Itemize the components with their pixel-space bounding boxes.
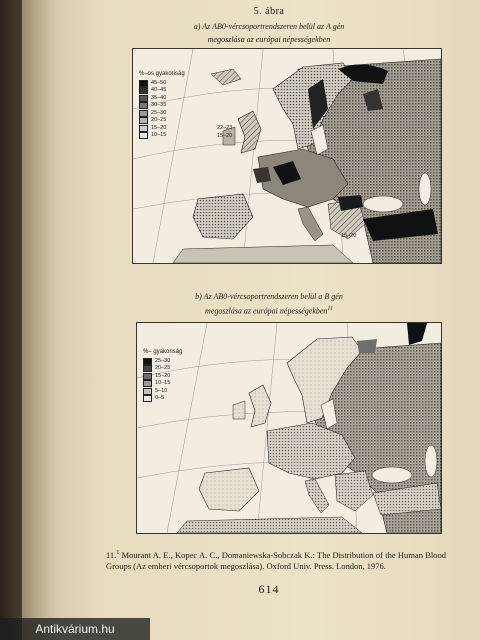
map-a bbox=[132, 48, 442, 264]
map-a-legend-row: 35–40 bbox=[139, 95, 185, 103]
legend-swatch bbox=[143, 380, 152, 387]
legend-swatch bbox=[139, 95, 148, 102]
map-b-legend-row: 5–10 bbox=[143, 388, 182, 396]
map-a-legend bbox=[139, 71, 185, 140]
watermark-label: Antikvárium.hu bbox=[0, 618, 150, 640]
map-b-caption bbox=[58, 290, 480, 318]
map-a-annotation: 22–23 bbox=[217, 125, 233, 131]
legend-swatch bbox=[143, 388, 152, 395]
map-b-legend-row: 0–5 bbox=[143, 395, 182, 403]
map-a-caption-line2: megoszlása az európai népességekben bbox=[207, 35, 331, 44]
legend-swatch bbox=[143, 395, 152, 402]
legend-swatch bbox=[139, 125, 148, 132]
reference-footnote bbox=[106, 548, 446, 572]
map-a-legend-row: 45–50 bbox=[139, 80, 185, 88]
map-a-caption-line1: a) Az AB0-vércsoportrendszeren belül az A gén bbox=[193, 22, 345, 31]
map-b-caption-line1: b) Az AB0-vércsoportrendszeren belül a B gén bbox=[195, 292, 343, 301]
map-b-drawing bbox=[137, 323, 441, 533]
legend-swatch bbox=[139, 132, 148, 139]
map-a-legend-row: 10–15 bbox=[139, 132, 185, 140]
legend-swatch bbox=[143, 358, 152, 365]
map-a-legend-title: %–os gyakoriság bbox=[139, 71, 185, 77]
map-a-legend-row: 40–45 bbox=[139, 87, 185, 95]
legend-swatch bbox=[139, 117, 148, 124]
map-b-legend-row: 15–20 bbox=[143, 373, 182, 381]
map-b-legend bbox=[143, 349, 182, 403]
legend-swatch bbox=[139, 110, 148, 117]
map-b-legend-title: %– gyakoriság bbox=[143, 349, 183, 355]
legend-swatch bbox=[143, 365, 152, 372]
map-a-annotation: 15–20 bbox=[217, 133, 233, 139]
reference-text: Mourant A. E., Kopec A. C., Domaniewska-Sobczak K.: The Distribution of the Human Blood Groups (Az emberi vércsoportok megoszlása). Oxford Univ. Press. London, 1976. bbox=[106, 549, 447, 571]
map-a-legend-row: 25–30 bbox=[139, 110, 185, 118]
legend-swatch bbox=[139, 102, 148, 109]
map-b-legend-row: 25–30 bbox=[143, 358, 182, 366]
map-a-annotation: 15–20 bbox=[341, 233, 357, 239]
map-a-legend-row: 20–25 bbox=[139, 117, 185, 125]
map-b-legend-row: 20–25 bbox=[143, 365, 182, 373]
legend-swatch bbox=[139, 80, 148, 87]
figure-title: 5. ábra bbox=[253, 6, 285, 17]
map-a-caption bbox=[58, 20, 480, 46]
map-b-caption-line2: megoszlása az európai népességekben$^{11}$ bbox=[205, 306, 333, 316]
map-b bbox=[136, 322, 442, 534]
reference-number: 11. bbox=[106, 549, 117, 560]
legend-swatch bbox=[139, 87, 148, 94]
reference-sup: 1 bbox=[116, 550, 120, 556]
page-number: 614 bbox=[258, 582, 280, 596]
map-a-legend-row: 15–20 bbox=[139, 125, 185, 133]
legend-swatch bbox=[143, 373, 152, 380]
book-page bbox=[58, 0, 480, 640]
map-a-legend-row: 30–35 bbox=[139, 102, 185, 110]
footnote-marker: 11 bbox=[327, 306, 333, 312]
previous-page-edge bbox=[22, 0, 58, 640]
map-b-legend-row: 10–15 bbox=[143, 380, 182, 388]
